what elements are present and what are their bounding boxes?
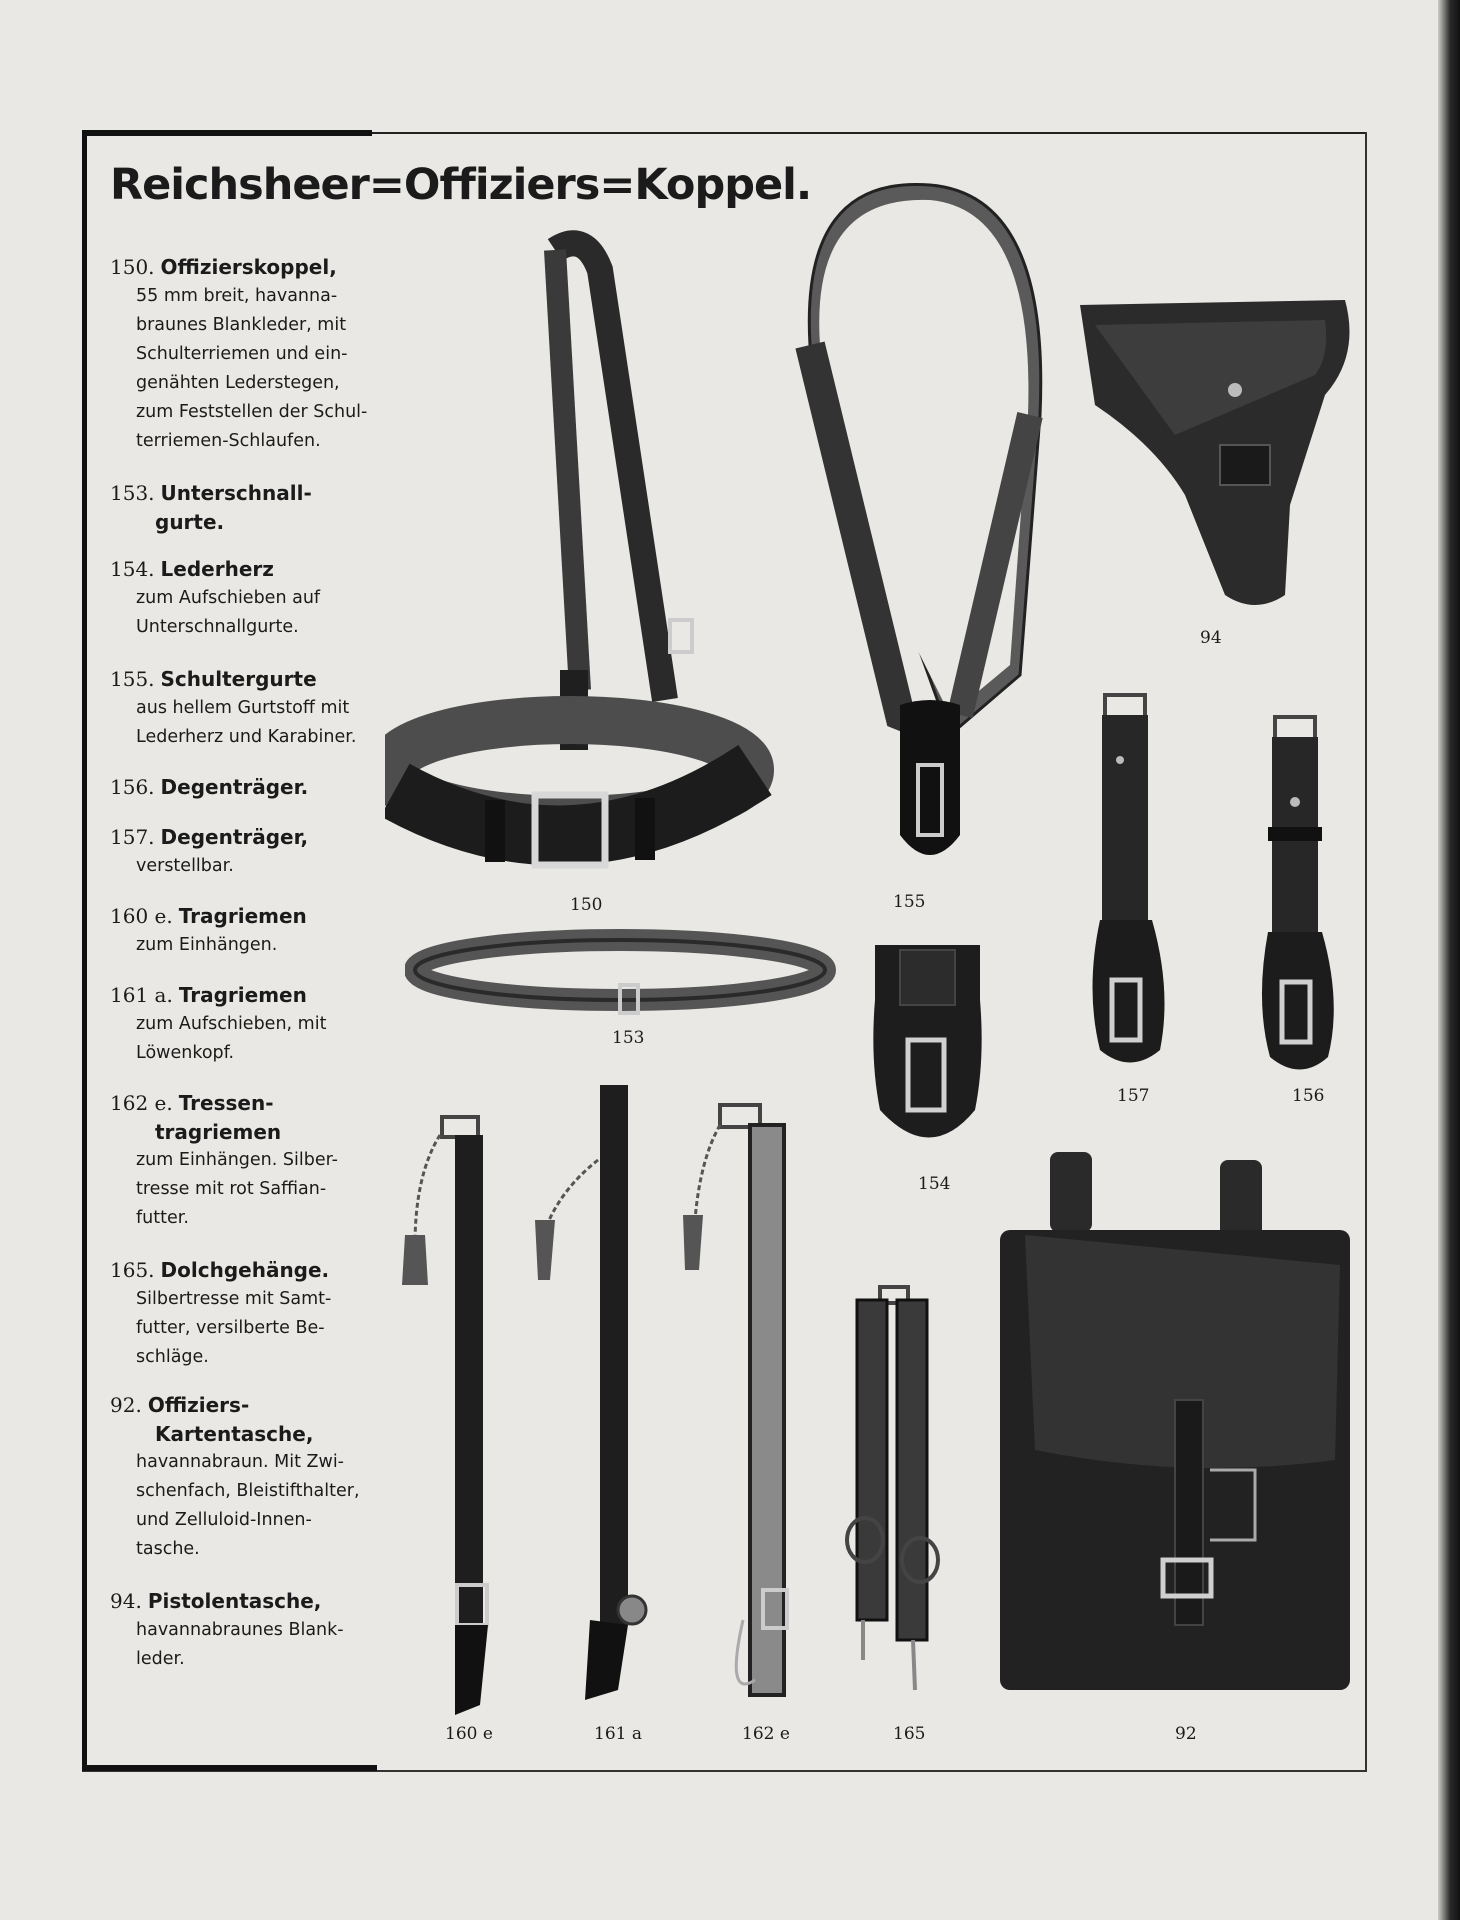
caption-150: 150 bbox=[570, 895, 603, 915]
caption-153: 153 bbox=[612, 1028, 645, 1048]
item-description: havannabraun. Mit Zwi- schenfach, Bleistifthalter, und Zelluloid-Innen- tasche. bbox=[136, 1452, 360, 1559]
frame-top-accent bbox=[82, 130, 372, 136]
item-153 bbox=[110, 478, 380, 536]
item-94 bbox=[110, 1586, 380, 1674]
caption-162e: 162 e bbox=[742, 1724, 790, 1744]
shoulder-strap-155-image bbox=[780, 175, 1060, 885]
item-description: havannabraunes Blank- leder. bbox=[136, 1620, 344, 1669]
caption-160e: 160 e bbox=[445, 1724, 493, 1744]
caption-156: 156 bbox=[1292, 1086, 1325, 1106]
item-name-cont: Kartentasche, bbox=[155, 1422, 314, 1446]
item-number: 94. bbox=[110, 1589, 142, 1613]
item-number: 150. bbox=[110, 255, 155, 279]
caption-161a: 161 a bbox=[594, 1724, 642, 1744]
item-name-cont: tragriemen bbox=[155, 1120, 282, 1144]
frame-bottom-accent bbox=[82, 1765, 377, 1771]
item-162e bbox=[110, 1088, 380, 1233]
item-name: Degenträger, bbox=[160, 825, 309, 849]
item-number: 154. bbox=[110, 557, 155, 581]
item-number: 156. bbox=[110, 775, 155, 799]
frame-left-rule bbox=[82, 132, 87, 1770]
sword-carrier-156-image bbox=[1250, 712, 1345, 1077]
item-name: Tressen- bbox=[178, 1091, 274, 1115]
page-edge-shadow bbox=[1438, 0, 1460, 1920]
item-name-cont: gurte. bbox=[155, 510, 225, 534]
item-number: 157. bbox=[110, 825, 155, 849]
item-description: zum Aufschieben auf Unterschnallgurte. bbox=[136, 588, 321, 637]
dagger-hanger-165-image bbox=[835, 1285, 945, 1695]
item-description: zum Einhängen. bbox=[136, 935, 278, 955]
item-number: 162 e. bbox=[110, 1091, 173, 1115]
under-belt-153-image bbox=[405, 925, 845, 1015]
item-description: aus hellem Gurtstoff mit Lederherz und Karabiner. bbox=[136, 698, 357, 747]
item-name: Schultergurte bbox=[160, 667, 317, 691]
pistol-holster-94-image bbox=[1075, 295, 1355, 615]
page-title: Reichsheer=Offiziers=Koppel. bbox=[110, 160, 812, 210]
carrying-strap-160e-image bbox=[400, 1115, 510, 1715]
item-name: Tragriemen bbox=[178, 904, 307, 928]
caption-155: 155 bbox=[893, 892, 926, 912]
item-list bbox=[110, 252, 380, 1674]
item-165 bbox=[110, 1255, 380, 1372]
item-number: 165. bbox=[110, 1258, 155, 1282]
item-name: Offiziers- bbox=[147, 1393, 250, 1417]
item-name: Degenträger. bbox=[160, 775, 309, 799]
item-description: verstellbar. bbox=[136, 856, 234, 876]
item-161a bbox=[110, 980, 380, 1068]
item-number: 92. bbox=[110, 1393, 142, 1417]
item-name: Tragriemen bbox=[178, 983, 307, 1007]
sword-carrier-157-image bbox=[1080, 690, 1175, 1070]
item-description: zum Aufschieben, mit Löwenkopf. bbox=[136, 1014, 327, 1063]
item-name: Dolchgehänge. bbox=[160, 1258, 330, 1282]
item-number: 153. bbox=[110, 481, 155, 505]
item-92 bbox=[110, 1390, 380, 1564]
item-description: zum Einhängen. Silber- tresse mit rot Saffian- futter. bbox=[136, 1150, 338, 1228]
leather-heart-154-image bbox=[870, 940, 985, 1160]
officer-belt-150-image bbox=[385, 230, 775, 890]
caption-157: 157 bbox=[1117, 1086, 1150, 1106]
item-name: Pistolentasche, bbox=[147, 1589, 322, 1613]
item-name: Offizierskoppel, bbox=[160, 255, 337, 279]
item-150 bbox=[110, 252, 380, 456]
carrying-strap-161a-image bbox=[530, 1080, 650, 1705]
item-155 bbox=[110, 664, 380, 752]
item-number: 160 e. bbox=[110, 904, 173, 928]
item-name: Unterschnall- bbox=[160, 481, 312, 505]
item-description: Silbertresse mit Samt- futter, versilberte Be- schläge. bbox=[136, 1289, 332, 1367]
caption-165: 165 bbox=[893, 1724, 926, 1744]
item-157 bbox=[110, 822, 380, 881]
item-number: 155. bbox=[110, 667, 155, 691]
caption-154: 154 bbox=[918, 1174, 951, 1194]
map-case-92-image bbox=[995, 1150, 1355, 1705]
caption-92: 92 bbox=[1175, 1724, 1197, 1744]
tressen-strap-162e-image bbox=[675, 1100, 800, 1710]
item-number: 161 a. bbox=[110, 983, 173, 1007]
caption-94: 94 bbox=[1200, 628, 1222, 648]
frame-right-rule bbox=[1365, 132, 1367, 1772]
item-156 bbox=[110, 772, 380, 802]
item-160e bbox=[110, 901, 380, 960]
item-154 bbox=[110, 554, 380, 642]
item-description: 55 mm breit, havanna- braunes Blankleder, mit Schulterriemen und ein- genähten Lederstegen, zum Feststellen der Schul- terriemen-Schlaufen. bbox=[136, 286, 368, 451]
item-name: Lederherz bbox=[160, 557, 274, 581]
